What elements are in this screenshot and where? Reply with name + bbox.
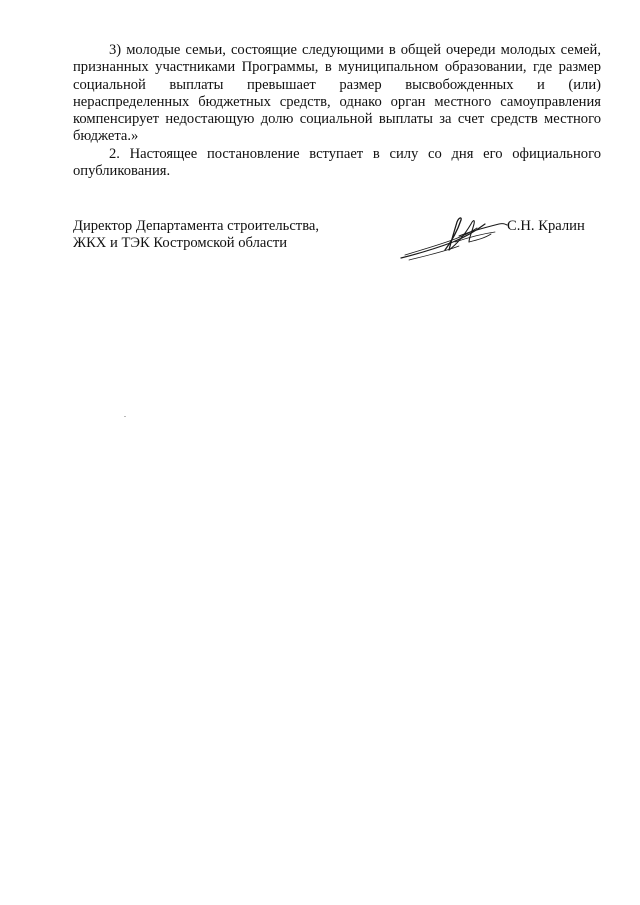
scan-speck [124,416,126,417]
paragraph-clause-2: 2. Настоящее постановление вступает в силу со дня его официального опубликования. [73,145,601,180]
signature-block [73,218,601,268]
signatory-title-line-2: ЖКХ и ТЭК Костромской области [73,235,288,252]
document-body [73,42,601,180]
handwritten-signature-icon [399,212,509,264]
signatory-title [73,218,373,253]
paragraph-item-3: 3) молодые семьи, состоящие следующими в общей очереди молодых семей, признанных участниками Программы, в муниципальном образовании, где размер социальной выплаты превышает размер высвобожденных и (или) нераспределенных бюджетных средств, однако орган местного самоуправления компенсирует недостающую долю социальной выплаты за счет средств местного бюджета.» [73,42,601,145]
signatory-title-line-1: Директор Департамента строительства, [73,218,320,234]
signatory-name: С.Н. Кралин [507,218,585,234]
